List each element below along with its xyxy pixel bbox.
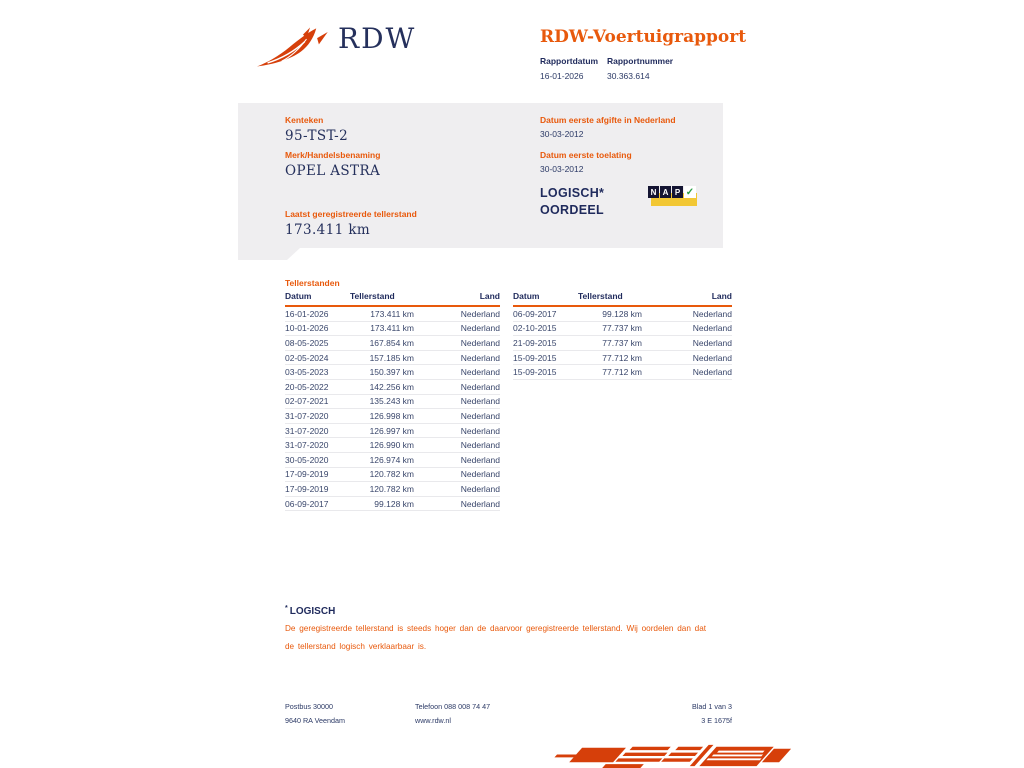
rdw-logo-text: RDW [338,22,417,55]
table-row [285,336,500,351]
cell-datum: 31-07-2020 [285,409,350,424]
eerste-afgifte-label: Datum eerste afgifte in Nederland [540,115,676,125]
footer-page-number: Blad 1 van 3 [692,702,732,711]
nap-letter-n: N [648,186,659,198]
vehicle-summary-panel [238,103,723,248]
cell-tellerstand: 142.256 km [350,379,440,394]
col-header-land: Land [668,291,732,306]
cell-datum: 06-09-2017 [285,496,350,511]
report-meta [540,56,673,81]
cell-land: Nederland [440,496,500,511]
cell-tellerstand: 126.990 km [350,438,440,453]
table-row [285,438,500,453]
kenteken-label: Kenteken [285,115,324,125]
cell-datum: 20-05-2022 [285,379,350,394]
cell-land: Nederland [440,438,500,453]
table-row [513,336,732,351]
cell-land: Nederland [668,336,732,351]
cell-tellerstand: 77.712 km [578,365,668,380]
cell-datum: 21-09-2015 [513,336,578,351]
kenteken-value: 95-TST-2 [285,128,349,144]
col-header-tellerstand: Tellerstand [578,291,668,306]
cell-datum: 06-09-2017 [513,306,578,321]
col-header-datum: Datum [513,291,578,306]
footer-address-line1: Postbus 30000 [285,702,333,711]
cell-land: Nederland [668,365,732,380]
cell-tellerstand: 150.397 km [350,365,440,380]
col-header-datum: Datum [285,291,350,306]
cell-land: Nederland [440,452,500,467]
cell-tellerstand: 173.411 km [350,306,440,321]
footer-address [285,700,345,728]
table-row [285,467,500,482]
laatste-tellerstand-value: 173.411 km [285,222,371,238]
page-title: RDW-Voertuigrapport [540,27,747,47]
cell-tellerstand: 77.737 km [578,336,668,351]
cell-datum: 02-05-2024 [285,350,350,365]
oordeel-line2: OORDEEL [540,203,604,217]
table-row [285,365,500,380]
cell-land: Nederland [440,306,500,321]
cell-tellerstand: 167.854 km [350,336,440,351]
cell-tellerstand: 173.411 km [350,321,440,336]
cell-tellerstand: 157.185 km [350,350,440,365]
table-row [285,496,500,511]
footnote-title-text: LOGISCH [289,606,336,617]
cell-datum: 08-05-2025 [285,336,350,351]
report-date-value: 16-01-2026 [540,71,584,81]
cell-land: Nederland [440,365,500,380]
cell-tellerstand: 126.998 km [350,409,440,424]
table-row [513,350,732,365]
oordeel-text [540,185,604,219]
merk-label: Merk/Handelsbenaming [285,150,381,160]
table-row [513,365,732,380]
table-row [513,321,732,336]
cell-land: Nederland [440,350,500,365]
merk-value: OPEL ASTRA [285,163,381,179]
cell-datum: 17-09-2019 [285,467,350,482]
nap-checkmark-icon: ✓ [685,186,695,198]
cell-land: Nederland [440,467,500,482]
report-number-value: 30.363.614 [607,71,650,81]
col-header-tellerstand: Tellerstand [350,291,440,306]
footer-paging [602,700,732,728]
cell-datum: 17-09-2019 [285,482,350,497]
footer-website-link: www.rdw.nl [415,716,451,725]
table-row [513,306,732,321]
cell-tellerstand: 99.128 km [578,306,668,321]
cell-datum: 16-01-2026 [285,306,350,321]
table-row [285,306,500,321]
footer-phone: Telefoon 088 008 74 47 [415,702,491,711]
cell-tellerstand: 77.737 km [578,321,668,336]
table-row [285,350,500,365]
oordeel-line1: LOGISCH* [540,186,605,200]
cell-land: Nederland [668,306,732,321]
table-row [285,394,500,409]
tellerstanden-table-right [513,291,732,380]
eerste-afgifte-value: 30-03-2012 [540,129,584,139]
cell-datum: 15-09-2015 [513,350,578,365]
footer-contact [415,700,490,728]
cell-datum: 03-05-2023 [285,365,350,380]
cell-land: Nederland [440,423,500,438]
cell-tellerstand: 126.974 km [350,452,440,467]
table-row [285,482,500,497]
cell-tellerstand: 99.128 km [350,496,440,511]
cell-land: Nederland [440,394,500,409]
panel-corner-tab [238,248,300,260]
table-row [285,321,500,336]
footer-doc-code: 3 E 1675f [701,716,732,725]
cell-tellerstand: 126.997 km [350,423,440,438]
cell-tellerstand: 120.782 km [350,467,440,482]
footer-address-line2: 9640 RA Veendam [285,716,345,725]
bottom-stripes-graphic-icon [545,741,793,768]
cell-datum: 10-01-2026 [285,321,350,336]
table-row [285,423,500,438]
table-row [285,379,500,394]
cell-land: Nederland [668,350,732,365]
cell-land: Nederland [440,336,500,351]
cell-datum: 31-07-2020 [285,438,350,453]
cell-tellerstand: 77.712 km [578,350,668,365]
cell-land: Nederland [440,321,500,336]
report-date-label: Rapportdatum [540,56,599,66]
eerste-toelating-label: Datum eerste toelating [540,150,632,160]
cell-datum: 30-05-2020 [285,452,350,467]
logisch-footnote-text: De geregistreerde tellerstand is steeds hoger dan de daarvoor geregistreerde tellerstand. Wij oordelen dan dat de tellerstand logisch verklaarbaar is. [285,624,707,651]
footnote-asterisk: * [285,605,288,612]
table-row [285,409,500,424]
laatste-tellerstand-label: Laatst geregistreerde tellerstand [285,209,417,219]
cell-land: Nederland [668,321,732,336]
rdw-feather-icon [253,24,337,70]
cell-datum: 02-10-2015 [513,321,578,336]
cell-land: Nederland [440,379,500,394]
cell-land: Nederland [440,482,500,497]
eerste-toelating-value: 30-03-2012 [540,164,584,174]
cell-tellerstand: 135.243 km [350,394,440,409]
cell-datum: 02-07-2021 [285,394,350,409]
nap-letter-p: P [672,186,683,198]
nap-letter-a: A [660,186,671,198]
logisch-footnote-title [285,605,335,617]
nap-logo-icon [648,186,700,210]
tellerstanden-heading: Tellerstanden [285,278,340,288]
cell-land: Nederland [440,409,500,424]
cell-datum: 31-07-2020 [285,423,350,438]
cell-tellerstand: 120.782 km [350,482,440,497]
tellerstanden-table-left [285,291,500,511]
table-row [285,452,500,467]
report-number-label: Rapportnummer [607,56,674,66]
cell-datum: 15-09-2015 [513,365,578,380]
col-header-land: Land [440,291,500,306]
